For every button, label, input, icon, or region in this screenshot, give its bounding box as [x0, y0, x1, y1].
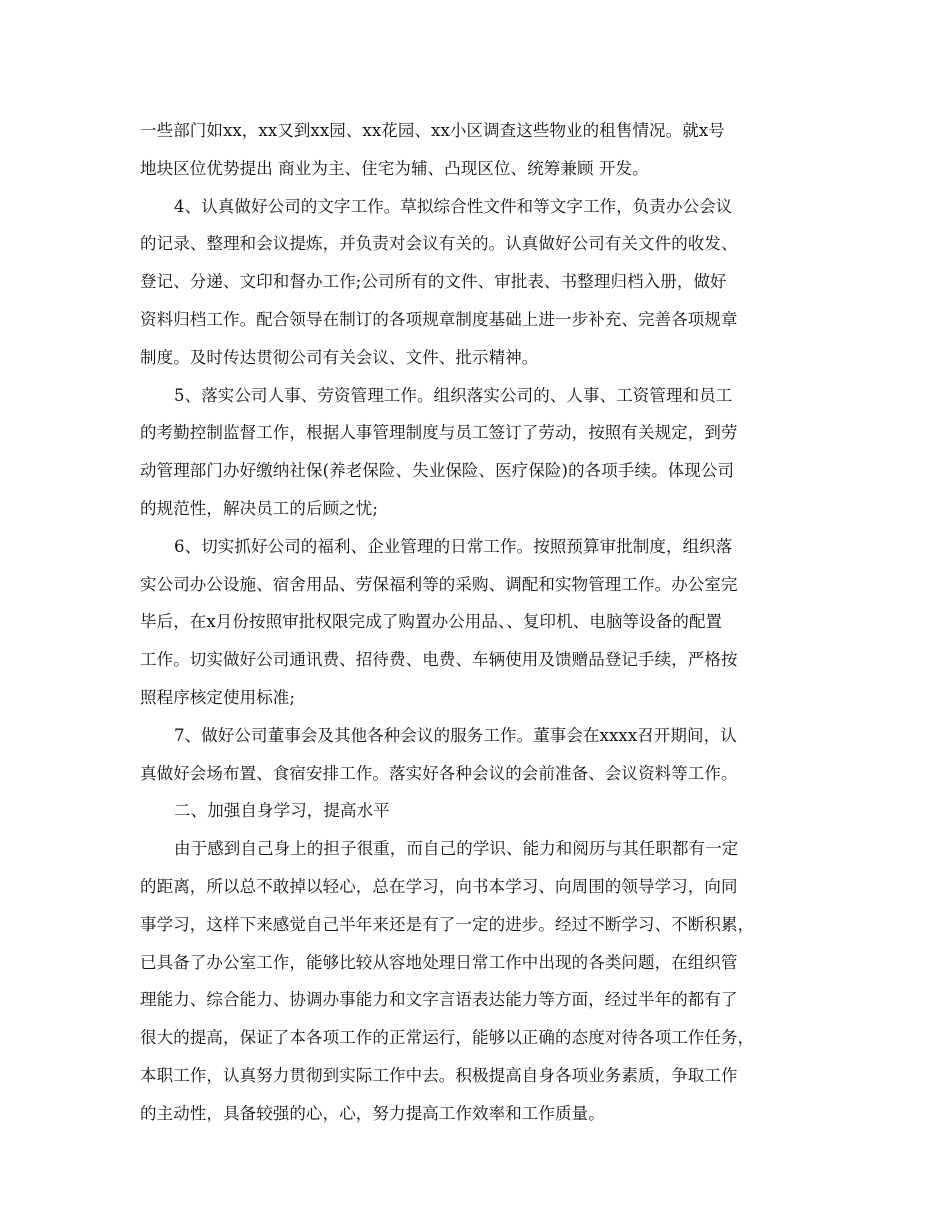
text-line: 真做好会场布置、食宿安排工作。落实好各种会议的会前准备、会议资料等工作。 — [140, 763, 738, 783]
text-line: 工作。切实做好公司通讯费、招待费、电费、车辆使用及馈赠品登记手续，严格按 — [140, 650, 738, 670]
text-line: 照程序核定使用标准; — [140, 687, 296, 707]
text-line: 5、落实公司人事、劳资管理工作。组织落实公司的、人事、工资管理和员工 — [174, 385, 733, 405]
text-line: 的记录、整理和会议提炼，并负责对会议有关的。认真做好公司有关文件的收发、 — [140, 234, 738, 254]
text-line: 6、切实抓好公司的福利、企业管理的日常工作。按照预算审批制度，组织落 — [174, 536, 733, 556]
text-line: 地块区位优势提出 商业为主、住宅为辅、凸现区位、统筹兼顾 开发。 — [140, 158, 649, 178]
text-line: 的主动性，具备较强的心，心，努力提高工作效率和工作质量。 — [140, 1103, 605, 1123]
text-line: 制度。及时传达贯彻公司有关会议、文件、批示精神。 — [140, 347, 539, 367]
text-line: 实公司办公设施、宿舍用品、劳保福利等的采购、调配和实物管理工作。办公室完 — [140, 574, 738, 594]
text-line: 已具备了办公室工作，能够比较从容地处理日常工作中出现的各类问题，在组织管 — [140, 952, 738, 972]
text-line: 动管理部门办好缴纳社保(养老保险、失业保险、医疗保险)的各项手续。体现公司 — [140, 461, 735, 481]
text-line: 由于感到自己身上的担子很重，而自己的学识、能力和阅历与其任职都有一定 — [174, 839, 739, 859]
text-line: 的距离，所以总不敢掉以轻心，总在学习，向书本学习、向周围的领导学习，向同 — [140, 876, 738, 896]
text-line: 一些部门如xx，xx又到xx园、xx花园、xx小区调查这些物业的租售情况。就x号 — [140, 121, 725, 140]
text-line: 资料归档工作。配合领导在制订的各项规章制度基础上进一步补充、完善各项规章 — [140, 309, 738, 329]
text-line: 事学习，这样下来感觉自己半年来还是有了一定的进步。经过不断学习、不断积累， — [140, 914, 755, 934]
document-body — [140, 112, 815, 1133]
text-line: 很大的提高，保证了本各项工作的正常运行，能够以正确的态度对待各项工作任务， — [140, 1028, 755, 1048]
text-line: 7、做好公司董事会及其他各种会议的服务工作。董事会在xxxx召开期间，认 — [174, 725, 737, 745]
text-line: 的考勤控制监督工作，根据人事管理制度与员工签订了劳动，按照有关规定，到劳 — [140, 423, 738, 443]
text-line: 的规范性，解决员工的后顾之忧; — [140, 498, 379, 518]
text-line: 本职工作，认真努力贯彻到实际工作中去。积极提高自身各项业务素质，争取工作 — [140, 1065, 738, 1085]
text-line: 理能力、综合能力、协调办事能力和文字言语表达能力等方面，经过半年的都有了 — [140, 990, 738, 1010]
text-line: 二、加强自身学习，提高水平 — [174, 801, 390, 821]
text-line: 登记、分递、文印和督办工作;公司所有的文件、审批表、书整理归档入册，做好 — [140, 272, 727, 292]
text-line: 4、认真做好公司的文字工作。草拟综合性文件和等文字工作，负责办公会议 — [174, 196, 733, 216]
text-line: 毕后，在x月份按照审批权限完成了购置办公用品、、复印机、电脑等设备的配置 — [140, 612, 723, 632]
